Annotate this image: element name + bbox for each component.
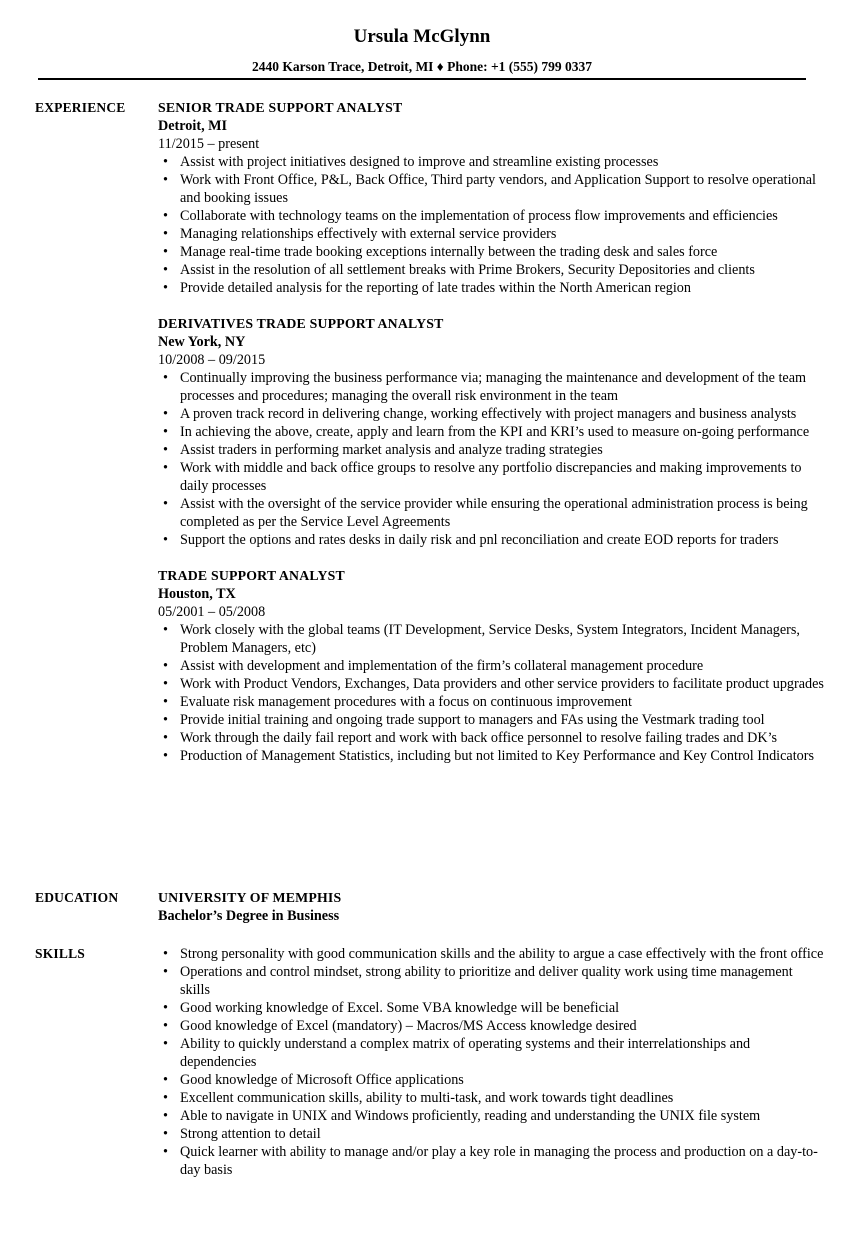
job-bullets bbox=[158, 369, 825, 549]
job-location: Houston, TX bbox=[158, 586, 236, 602]
job-dates: 11/2015 – present bbox=[158, 136, 260, 152]
skill-item: • Good knowledge of Excel (mandatory) – Macros/MS Access knowledge desired bbox=[158, 1017, 825, 1035]
bullet-item: • Managing relationships effectively with external service providers bbox=[158, 225, 825, 243]
job-title: SENIOR TRADE SUPPORT ANALYST bbox=[158, 100, 403, 115]
skills-heading: SKILLS bbox=[35, 946, 85, 961]
experience-section bbox=[35, 99, 825, 783]
skill-item: • Ability to quickly understand a complex matrix of operating systems and their interrelationships and dependencies bbox=[158, 1035, 825, 1071]
bullet-item: • Provide detailed analysis for the reporting of late trades within the North American region bbox=[158, 279, 825, 297]
bullet-item: • Production of Management Statistics, including but not limited to Key Performance and Key Control Indicators bbox=[158, 747, 825, 765]
degree: Bachelor’s Degree in Business bbox=[158, 908, 340, 924]
contact-line: 2440 Karson Trace, Detroit, MI ♦ Phone: +1 (555) 799 0337 bbox=[251, 59, 593, 74]
bullet-item: • Continually improving the business performance via; managing the maintenance and development of the team processes and procedures; managing the overall risk environment in the team bbox=[158, 369, 825, 405]
bullet-item: • Work through the daily fail report and work with back office personnel to resolve failing trades and DK’s bbox=[158, 729, 825, 747]
bullet-item: • Assist with the oversight of the service provider while ensuring the operational administration process is being completed as per the Service Level Agreements bbox=[158, 495, 825, 531]
job-bullets bbox=[158, 621, 825, 765]
bullet-item: • Support the options and rates desks in daily risk and pnl reconciliation and create EOD reports for traders bbox=[158, 531, 825, 549]
skill-item: • Operations and control mindset, strong ability to prioritize and deliver quality work using time management skills bbox=[158, 963, 825, 999]
skill-item: • Able to navigate in UNIX and Windows proficiently, reading and understanding the UNIX file system bbox=[158, 1107, 825, 1125]
job-title: DERIVATIVES TRADE SUPPORT ANALYST bbox=[158, 316, 444, 331]
experience-heading: EXPERIENCE bbox=[35, 100, 126, 115]
bullet-item: • A proven track record in delivering change, working effectively with project managers and business analysts bbox=[158, 405, 825, 423]
job-entry bbox=[158, 99, 825, 297]
job-dates: 05/2001 – 05/2008 bbox=[158, 604, 266, 620]
skill-item: • Excellent communication skills, ability to multi-task, and work towards tight deadlines bbox=[158, 1089, 825, 1107]
resume-header bbox=[38, 25, 806, 76]
skill-item: • Quick learner with ability to manage and/or play a key role in managing the process and production on a day-to-day basis bbox=[158, 1143, 825, 1179]
job-bullets bbox=[158, 153, 825, 297]
candidate-name: Ursula McGlynn bbox=[353, 26, 491, 47]
school-name: UNIVERSITY OF MEMPHIS bbox=[158, 890, 342, 905]
job-location: New York, NY bbox=[158, 334, 246, 350]
skill-item: • Good working knowledge of Excel. Some VBA knowledge will be beneficial bbox=[158, 999, 825, 1017]
bullet-item: • Assist traders in performing market analysis and analyze trading strategies bbox=[158, 441, 825, 459]
bullet-item: • Provide initial training and ongoing trade support to managers and FAs using the Vestmark trading tool bbox=[158, 711, 825, 729]
bullet-item: • Assist in the resolution of all settlement breaks with Prime Brokers, Security Depositories and clients bbox=[158, 261, 825, 279]
bullet-item: • Collaborate with technology teams on the implementation of process flow improvements and efficiencies bbox=[158, 207, 825, 225]
bullet-item: • Work closely with the global teams (IT Development, Service Desks, System Integrators, Incident Managers, Problem Managers, etc) bbox=[158, 621, 825, 657]
skill-item: • Strong personality with good communication skills and the ability to argue a case effectively with the front office bbox=[158, 945, 825, 963]
bullet-item: • Evaluate risk management procedures with a focus on continuous improvement bbox=[158, 693, 825, 711]
education-section bbox=[35, 889, 825, 925]
bullet-item: • Manage real-time trade booking exceptions internally between the trading desk and sales force bbox=[158, 243, 825, 261]
bullet-item: • Work with Front Office, P&L, Back Office, Third party vendors, and Application Support to resolve operational and booking issues bbox=[158, 171, 825, 207]
job-location: Detroit, MI bbox=[158, 118, 228, 134]
bullet-item: • Work with middle and back office groups to resolve any portfolio discrepancies and making improvements to daily processes bbox=[158, 459, 825, 495]
bullet-item: • Work with Product Vendors, Exchanges, Data providers and other service providers to facilitate product upgrades bbox=[158, 675, 825, 693]
skills-list bbox=[158, 945, 825, 1179]
skills-section bbox=[35, 945, 825, 1179]
bullet-item: • Assist with project initiatives designed to improve and streamline existing processes bbox=[158, 153, 825, 171]
job-title: TRADE SUPPORT ANALYST bbox=[158, 568, 345, 583]
education-heading: EDUCATION bbox=[35, 890, 119, 905]
skill-item: • Good knowledge of Microsoft Office applications bbox=[158, 1071, 825, 1089]
job-entry bbox=[158, 567, 825, 765]
job-dates: 10/2008 – 09/2015 bbox=[158, 352, 266, 368]
bullet-item: • Assist with development and implementation of the firm’s collateral management procedure bbox=[158, 657, 825, 675]
job-entry bbox=[158, 315, 825, 549]
header-divider bbox=[38, 78, 806, 80]
skill-item: • Strong attention to detail bbox=[158, 1125, 825, 1143]
bullet-item: • In achieving the above, create, apply and learn from the KPI and KRI’s used to measure on-going performance bbox=[158, 423, 825, 441]
